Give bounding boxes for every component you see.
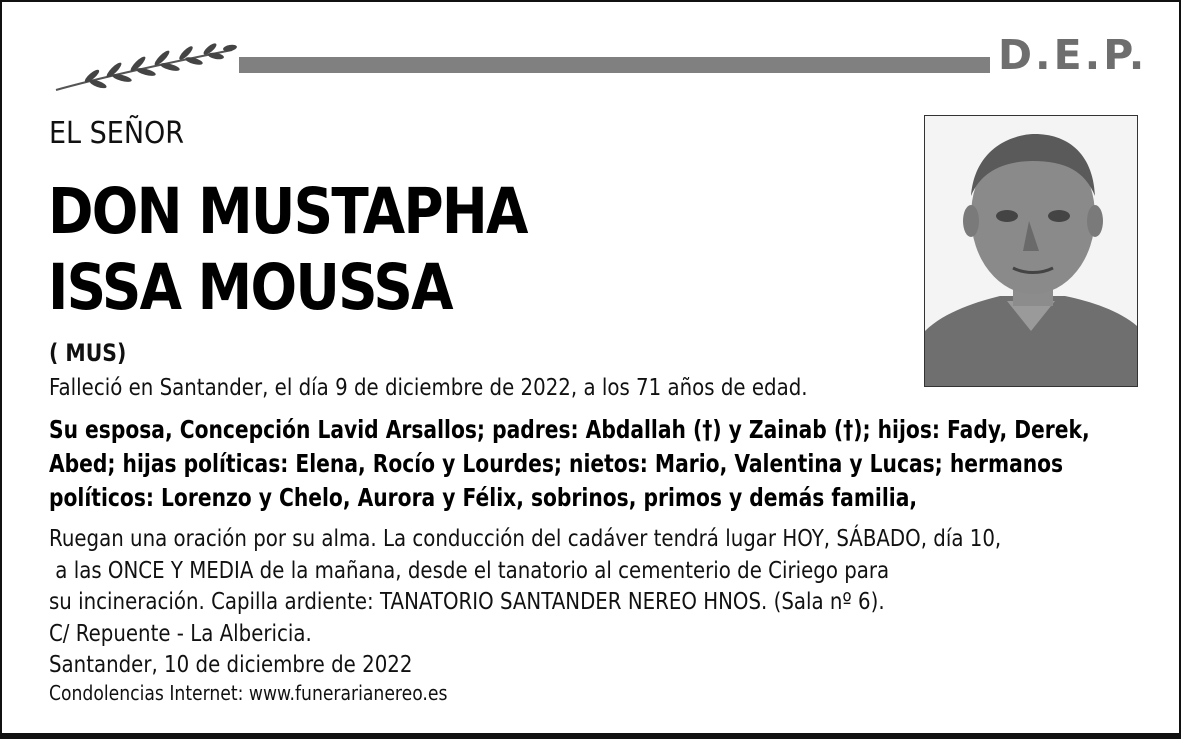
condolences-line: Condolencias Internet: www.funerarianereo.es [49, 681, 448, 705]
family-line: Su esposa, Concepción Lavid Arsallos; padres: Abdallah (†) y Zainab (†); hijos: Fady, Derek, [49, 415, 1090, 444]
service-line: a las ONCE Y MEDIA de la mañana, desde el tanatorio al cementerio de Ciriego para [49, 557, 890, 584]
olive-branch-icon [52, 40, 237, 98]
family-list [49, 413, 1090, 515]
service-details [49, 524, 1001, 682]
alias: ( MUS) [49, 339, 127, 367]
death-line: Falleció en Santander, el día 9 de diciembre de 2022, a los 71 años de edad. [49, 375, 808, 401]
name-line-1: DON MUSTAPHA [48, 175, 527, 248]
address-line: C/ Repuente - La Albericia. [49, 620, 312, 647]
portrait-photo [924, 115, 1138, 387]
family-line: políticos: Lorenzo y Chelo, Aurora y Félix, sobrinos, primos y demás familia, [49, 483, 918, 512]
date-line: Santander, 10 de diciembre de 2022 [49, 652, 413, 678]
deceased-name [48, 174, 527, 326]
dep-label: D.E.P. [998, 31, 1148, 79]
title-prefix: EL SEÑOR [49, 116, 185, 151]
service-line: Ruegan una oración por su alma. La conducción del cadáver tendrá lugar HOY, SÁBADO, día 10, [49, 526, 1002, 552]
name-line-2: ISSA MOUSSA [48, 251, 452, 324]
header-rule [239, 57, 990, 73]
family-line: Abed; hijas políticas: Elena, Rocío y Lourdes; nietos: Mario, Valentina y Lucas; hermanos [49, 449, 1064, 478]
service-line: su incineración. Capilla ardiente: TANATORIO SANTANDER NEREO HNOS. (Sala nº 6). [49, 589, 885, 615]
